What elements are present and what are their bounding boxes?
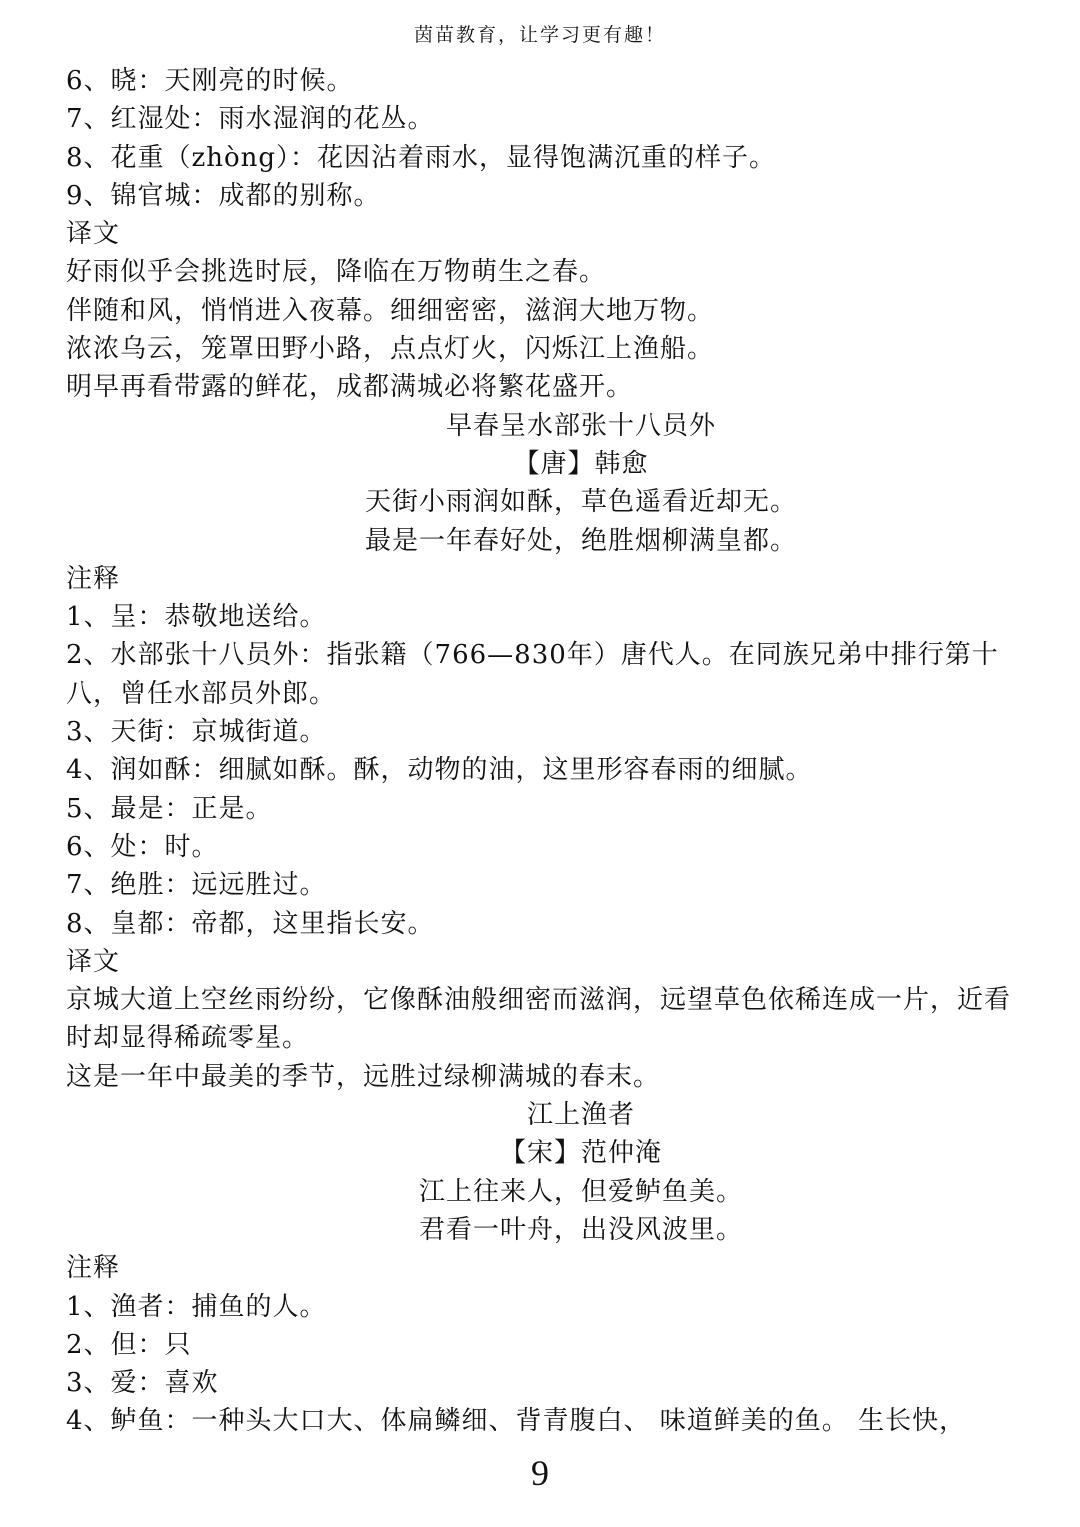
poem-line: 最是一年春好处，绝胜烟柳满皇都。: [364, 525, 797, 556]
note-item: 3、天街：京城街道。: [66, 717, 327, 748]
translation-line: 这是一年中最美的季节，远胜过绿柳满城的春末。: [66, 1061, 661, 1092]
note-item: 7、红湿处：雨水湿润的花丛。: [66, 104, 435, 135]
note-item: 6、晓：天刚亮的时候。: [66, 66, 354, 96]
note-item: 4、润如酥：细腻如酥。酥，动物的油，这里形容春雨的细腻。: [66, 755, 813, 786]
note-item: 7、绝胜：远远胜过。: [66, 870, 327, 901]
poem-author: 【宋】范仲淹: [499, 1138, 662, 1169]
notes-heading: 注释: [66, 563, 121, 594]
note-item: 9、锦官城：成都的别称。: [66, 180, 381, 211]
poem-title: 早春呈水部张十八员外: [445, 410, 716, 441]
poem-line: 江上往来人，但爱鲈鱼美。: [418, 1176, 743, 1207]
poem-author: 【唐】韩愈: [513, 448, 649, 479]
notes-heading: 注释: [66, 1253, 121, 1284]
translation-line: 京城大道上空丝雨纷纷，它像酥油般细密而滋润，远望草色依稀连成一片，近看时却显得稀疏零星。: [66, 985, 1012, 1054]
note-item: 2、水部张十八员外：指张籍（766—830年）唐代人。在同族兄弟中排行第十八，曾任水部员外郎。: [66, 640, 999, 709]
poem-line: 天街小雨润如酥，草色遥看近却无。: [364, 487, 797, 518]
poem-title: 江上渔者: [526, 1100, 635, 1131]
translation-line: 好雨似乎会挑选时辰，降临在万物萌生之春。: [66, 257, 607, 288]
translation-line: 浓浓乌云，笼罩田野小路，点点灯火，闪烁江上渔船。: [66, 334, 715, 365]
note-item: 8、皇都：帝都，这里指长安。: [66, 908, 435, 939]
poem-line: 君看一叶舟，出没风波里。: [418, 1214, 743, 1245]
translation-line: 明早再看带露的鲜花，成都满城必将繁花盛开。: [66, 372, 634, 403]
page-number: 9: [531, 1453, 549, 1493]
translation-line: 伴随和风，悄悄进入夜幕。细细密密，滋润大地万物。: [66, 295, 715, 326]
translation-heading: 译文: [66, 946, 121, 977]
page-header: 茵苗教育，让学习更有趣！: [413, 24, 666, 46]
note-item: 5、最是：正是。: [66, 793, 273, 824]
note-item: 3、爱：喜欢: [66, 1368, 219, 1399]
note-item: 2、但：只: [66, 1329, 192, 1360]
note-item: 1、呈：恭敬地送给。: [66, 602, 327, 633]
translation-heading: 译文: [66, 219, 121, 250]
note-item: 1、渔者：捕鱼的人。: [66, 1291, 327, 1322]
note-item: 4、鲈鱼：一种头大口大、体扁鳞细、背青腹白、 味道鲜美的鱼。 生长快，: [66, 1406, 967, 1437]
note-item: 8、花重（zhòng）：花因沾着雨水，显得饱满沉重的样子。: [66, 142, 777, 173]
document-body: [66, 62, 1026, 1441]
note-item: 6、处：时。: [66, 831, 219, 862]
